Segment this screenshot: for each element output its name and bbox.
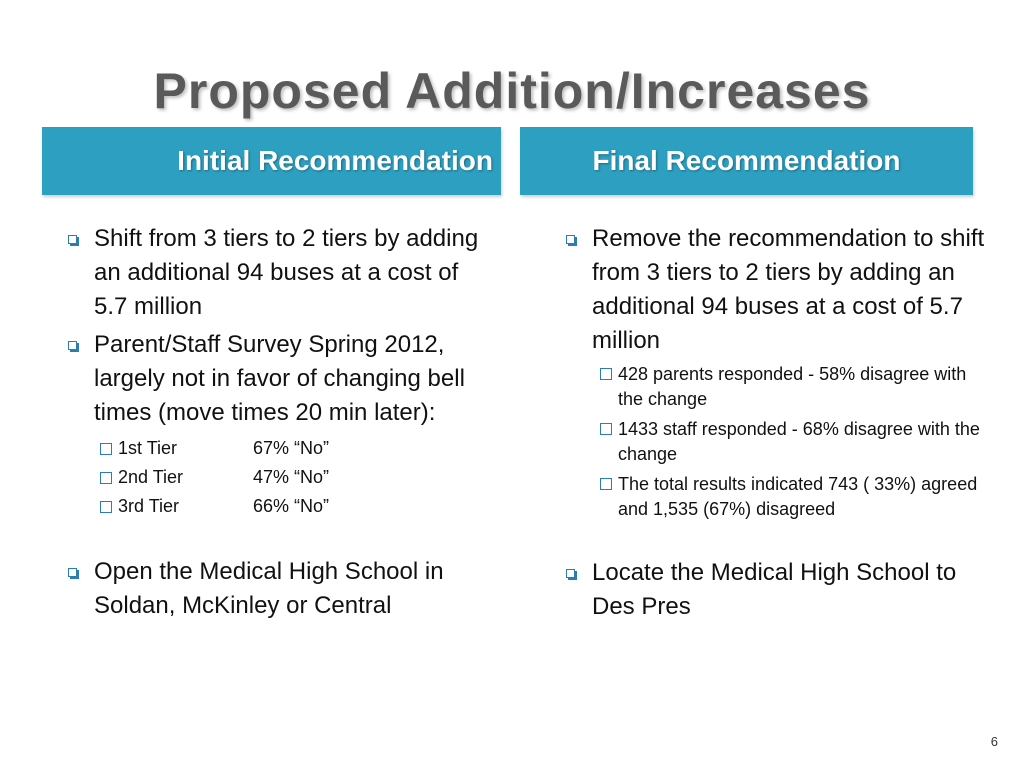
- sub-bullet-text: 1433 staff responded - 68% disagree with the change: [618, 419, 980, 464]
- bullet-text: Shift from 3 tiers to 2 tiers by adding an additional 94 buses at a cost of 5.7 million: [94, 225, 479, 320]
- tier-result: 47% “No”: [253, 467, 330, 487]
- bullet-item: [62, 555, 492, 623]
- final-recommendation-column: [560, 222, 990, 628]
- checkbox-bullet-icon: [100, 472, 112, 484]
- bullet-text: Remove the recommendation to shift from 3 tiers to 2 tiers by adding an additional 94 buses at a cost of 5.7 million: [592, 225, 985, 354]
- square-bullet-icon: [566, 235, 575, 244]
- initial-recommendation-column: [62, 222, 492, 627]
- checkbox-bullet-icon: [100, 501, 112, 513]
- tier-result: 67% “No”: [253, 438, 330, 458]
- bullet-item: [62, 222, 492, 324]
- bullet-text: Parent/Staff Survey Spring 2012, largely not in favor of changing bell times (move times 20 min later):: [94, 331, 465, 426]
- sub-bullet-item: [560, 417, 990, 467]
- final-recommendation-header: [520, 127, 973, 195]
- bullet-item: [560, 222, 990, 358]
- final-recommendation-label: Final Recommendation: [592, 145, 901, 176]
- tier-label: 2nd Tier: [118, 467, 184, 487]
- checkbox-bullet-icon: [600, 368, 612, 380]
- initial-recommendation-label: Initial Recommendation: [177, 145, 493, 176]
- tier-row: [62, 434, 492, 463]
- tier-row: [62, 492, 492, 521]
- square-bullet-icon: [68, 341, 77, 350]
- tier-label: 1st Tier: [118, 438, 178, 458]
- square-bullet-icon: [566, 569, 575, 578]
- checkbox-bullet-icon: [100, 443, 112, 455]
- square-bullet-icon: [68, 568, 77, 577]
- checkbox-bullet-icon: [600, 478, 612, 490]
- slide-title: Proposed Addition/Increases: [153, 63, 871, 119]
- tier-label: 3rd Tier: [118, 496, 180, 516]
- sub-bullet-item: [560, 362, 990, 412]
- bullet-item: [560, 556, 990, 624]
- square-bullet-icon: [68, 235, 77, 244]
- tier-result: 66% “No”: [253, 496, 330, 516]
- initial-recommendation-header: [42, 127, 501, 195]
- page-number: 6: [990, 734, 998, 749]
- sub-bullet-text: 428 parents responded - 58% disagree with the change: [618, 364, 967, 409]
- checkbox-bullet-icon: [600, 423, 612, 435]
- tier-row: [62, 463, 492, 492]
- sub-bullet-text: The total results indicated 743 ( 33%) agreed and 1,535 (67%) disagreed: [618, 474, 978, 519]
- bullet-text: Locate the Medical High School to Des Pres: [592, 559, 957, 620]
- bullet-item: [62, 328, 492, 430]
- sub-bullet-item: [560, 472, 990, 522]
- bullet-text: Open the Medical High School in Soldan, McKinley or Central: [94, 558, 444, 619]
